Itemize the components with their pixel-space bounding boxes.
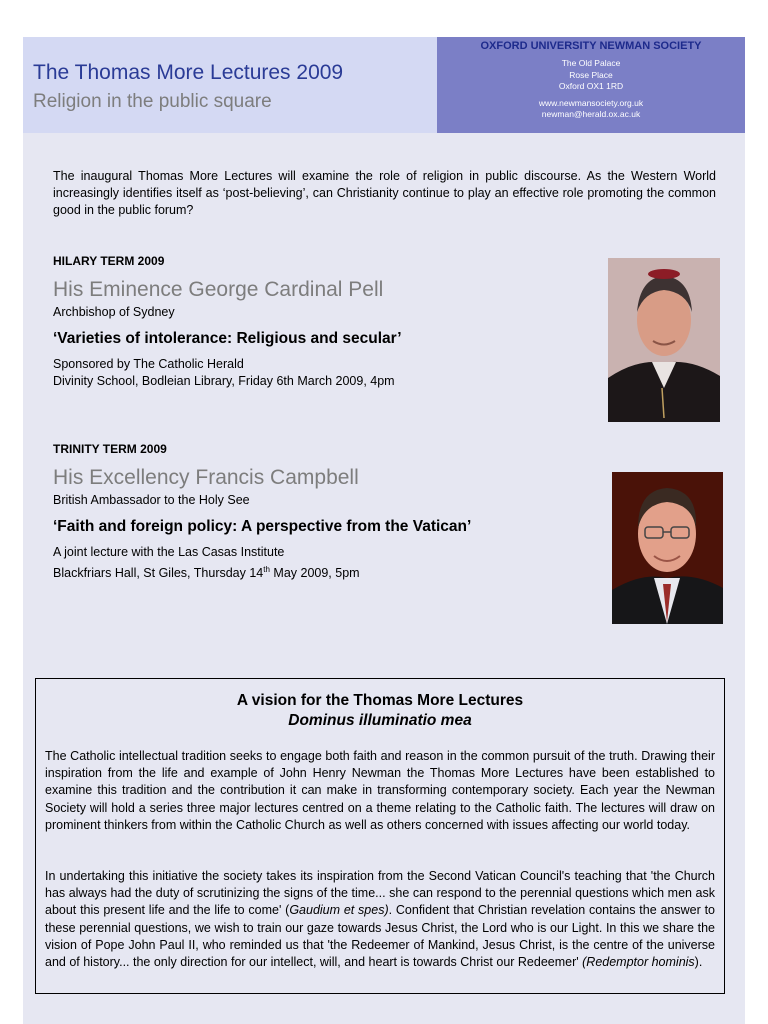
speaker-role-pell: Archbishop of Sydney: [53, 305, 175, 319]
address-line: Oxford OX1 1RD: [558, 81, 624, 91]
society-address: [437, 58, 745, 93]
society-name: OXFORD UNIVERSITY NEWMAN SOCIETY: [480, 40, 702, 52]
lecture-details-campbell: [53, 544, 360, 582]
portrait-photo-campbell: [612, 472, 723, 624]
website-link[interactable]: www.newmansociety.org.uk: [538, 97, 644, 108]
vision-heading: A vision for the Thomas More Lectures: [236, 692, 524, 709]
lecture-title-pell: ‘Varieties of intolerance: Religious and secular’: [53, 330, 402, 347]
date-suffix: th: [263, 565, 270, 574]
address-line: Rose Place: [569, 69, 613, 80]
term-heading-hilary: HILARY TERM 2009: [53, 254, 165, 268]
term-heading-trinity: TRINITY TERM 2009: [53, 442, 167, 456]
lecture-title-campbell: ‘Faith and foreign policy: A perspective from the Vatican’: [53, 518, 472, 535]
para-text: In undertaking this initiative the society takes its inspiration from the Second Vatican Council's teaching that 'the Church has always had the duty of scrutinizing the signs of the time... she can respond to the perennial questions which men ask about this present life and the life to come' (: [45, 869, 715, 918]
speaker-name-pell: His Eminence George Cardinal Pell: [53, 278, 384, 301]
venue-text: Blackfriars Hall, St Giles, Thursday 14: [53, 566, 264, 581]
lecture-sponsor: Sponsored by The Catholic Herald: [53, 357, 244, 371]
lecture-venue-date: Divinity School, Bodleian Library, Friday 6th March 2009, 4pm: [53, 374, 395, 388]
address-line: The Old Palace: [561, 58, 621, 68]
citation-redemptor: (Redemptor hominis: [582, 955, 695, 970]
lecture-partner: A joint lecture with the Las Casas Institute: [53, 545, 285, 559]
portrait-campbell-image: [612, 472, 723, 624]
portrait-photo-pell: [608, 258, 720, 422]
vision-motto: Dominus illuminatio mea: [288, 712, 472, 729]
intro-paragraph: The inaugural Thomas More Lectures will examine the role of religion in public discourse. As the Western World increasingly identifies itself as ‘post-believing’, can Christianity continue to play an effective role promoting the common good in the public forum?: [53, 169, 716, 217]
society-info-box: [437, 37, 745, 133]
lecture-details-pell: [53, 356, 395, 390]
page: [23, 37, 745, 1024]
para-text-end: ).: [694, 955, 703, 970]
page-title: The Thomas More Lectures 2009: [33, 61, 344, 84]
email-link[interactable]: newman@herald.ox.ac.uk: [541, 108, 641, 119]
venue-text-end: May 2009, 5pm: [269, 566, 360, 581]
society-contact: [437, 98, 745, 120]
para-text: . Confident that Christian revelation contains the answer to these perennial questions, we wish to train our gaze towards Jesus Christ, the Lord who is our Light. In this we share the vision of Pope John Paul II, who reminded us that 'the Redeemer of Mankind, Jesus Christ, is the centre of the universe and of history... the only direction for our intellect, will, and heart is towards Christ our Redeemer': [45, 903, 715, 970]
vision-paragraph-1: The Catholic intellectual tradition seeks to engage both faith and reason in the common pursuit of the truth. Drawing their inspiration from the life and example of John Henry Newman the Thomas More Lectures have been established to examine this tradition and the contribution it can make in transforming contemporary society. Each year the Newman Society will hold a series three major lectures centred on a theme relating to the Catholic faith. The lectures will draw on prominent thinkers from within the Catholic Church as well as others concerned with issues affecting our world today.: [45, 749, 715, 832]
vision-paragraph-2: [45, 868, 715, 971]
citation-gaudium: Gaudium et spes): [289, 903, 389, 918]
speaker-role-campbell: British Ambassador to the Holy See: [53, 493, 250, 507]
lecture-venue-date: [53, 561, 360, 582]
header-banner: [23, 37, 745, 133]
portrait-pell-image: [608, 258, 720, 422]
vision-box: [35, 678, 725, 994]
page-subtitle: Religion in the public square: [33, 91, 272, 112]
speaker-name-campbell: His Excellency Francis Campbell: [53, 466, 359, 489]
